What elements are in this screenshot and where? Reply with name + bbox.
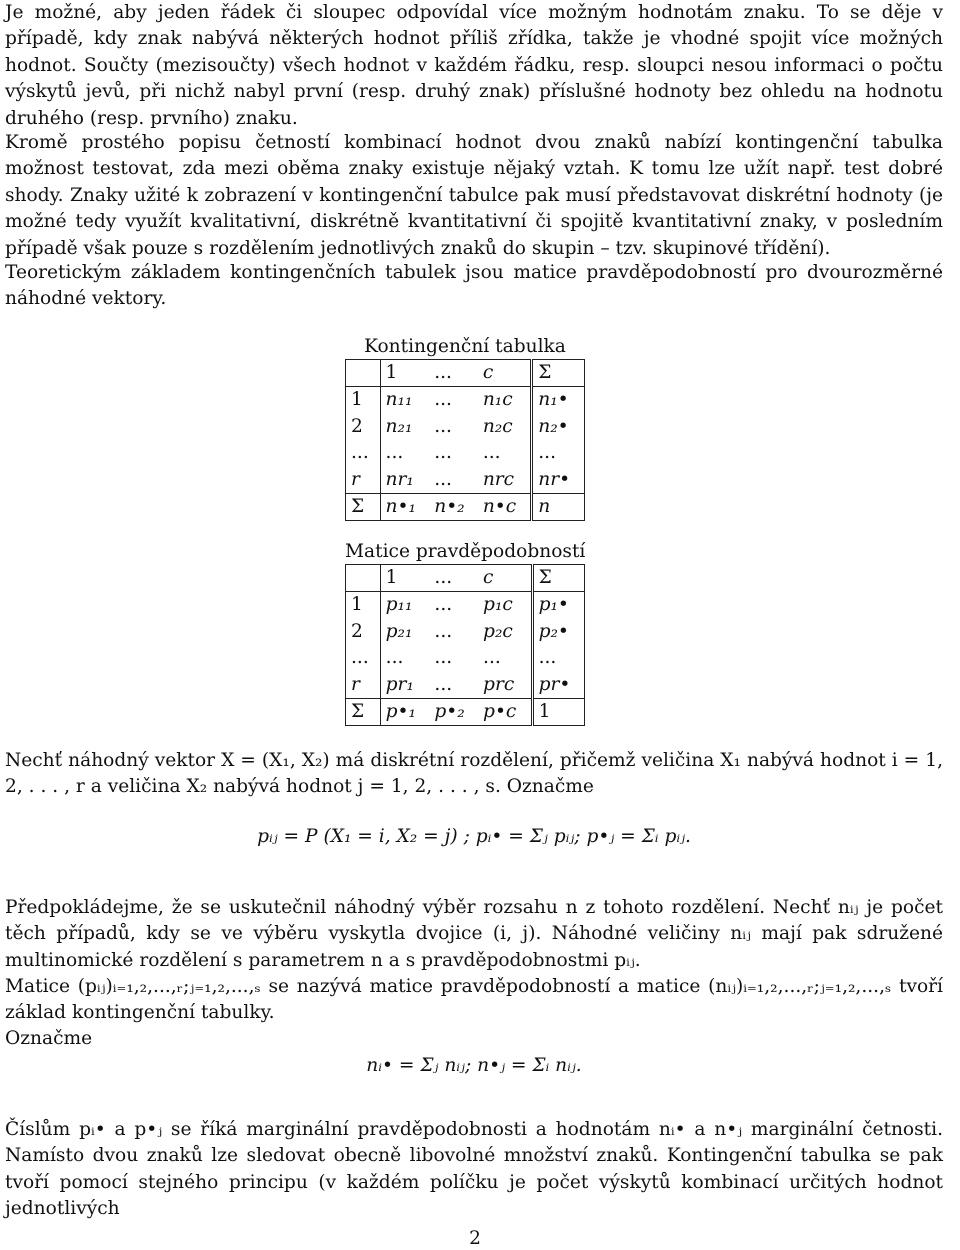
table-cell: ...	[483, 647, 501, 669]
table-cell: ...	[434, 415, 452, 437]
table-cell: c	[478, 360, 532, 387]
table-cell: n•c	[478, 494, 532, 521]
table-cell: n₁₁	[385, 389, 413, 411]
table-cell: Σ	[346, 699, 381, 726]
table-cell: n₂c	[482, 415, 513, 437]
paragraph-random-sample: Předpokládejme, že se uskutečnil náhodný výběr rozsahu n z tohoto rozdělení. Nechť nᵢⱼ je počet těch případů, kdy se ve výběru vyskytla dvojice (i, j). Náhodné veličiny nᵢⱼ mají pak sdružené multinomické rozdělení s parametrem n a s pravděpodobnostmi pᵢⱼ.	[5, 897, 943, 971]
table-cell: c	[478, 565, 532, 592]
table-row	[346, 645, 585, 671]
table-cell: r	[346, 467, 381, 494]
table-cell: ...	[482, 442, 501, 464]
table-cell: p•₂	[429, 699, 478, 726]
table-cell	[346, 565, 381, 592]
table-cell: pr•	[532, 672, 585, 699]
table-cell: ...	[532, 645, 585, 671]
table-cell: p₂•	[532, 619, 585, 645]
contingency-table-body	[346, 360, 585, 521]
paragraph-matrices: Matice (pᵢⱼ)ᵢ₌₁,₂,...,ᵣ;ⱼ₌₁,₂,...,ₛ se nazývá matice pravděpodobností a matice (nᵢⱼ)ᵢ₌₁,₂,...,ᵣ;ⱼ₌₁,₂,...,ₛ tvoří základ kontingenční tabulky.	[5, 976, 943, 1024]
formula-probabilities: pᵢⱼ = P (X₁ = i, X₂ = j) ; pᵢ• = Σⱼ pᵢⱼ; p•ⱼ = Σᵢ pᵢⱼ.	[257, 826, 691, 847]
table-cell: ...	[434, 620, 453, 642]
table-row	[346, 414, 585, 440]
table-row	[346, 592, 585, 619]
contingency-table	[345, 336, 585, 521]
formula-marginal-counts: nᵢ• = Σⱼ nᵢⱼ; n•ⱼ = Σᵢ nᵢⱼ.	[366, 1055, 582, 1076]
table-cell: r	[346, 672, 381, 699]
table-cell: n₂₁	[385, 415, 413, 437]
table-cell: ...	[434, 468, 452, 490]
table-cell: 1	[346, 387, 381, 414]
table-cell: 1	[346, 592, 381, 619]
table-row	[346, 565, 585, 592]
table-row	[346, 467, 585, 494]
table-cell: Σ	[532, 360, 585, 387]
table-cell: pr₁	[385, 673, 414, 695]
probability-matrix-body	[346, 565, 585, 726]
table-cell: 1	[532, 699, 585, 726]
table-cell: ...	[434, 673, 453, 695]
table-cell: nrc	[482, 468, 515, 490]
table-cell: p₁c	[483, 594, 513, 616]
paragraph-marginal-sums: Je možné, aby jeden řádek či sloupec odpovídal více možným hodnotám znaku. To se děje v případě, kdy znak nabývá některých hodnot příliš zřídka, takže je vhodné spojit více možných hodnot. Součty (mezisoučty) všech hodnot v každém řádku, resp. sloupci nesou informaci o počtu výskytů jevů, při nichž nabyl první (resp. druhý znak) příslušné hodnoty bez ohledu na hodnotu druhého (resp. prvního) znaku.	[5, 2, 943, 129]
table-cell: n₁•	[532, 387, 585, 414]
table-cell: 2	[346, 619, 381, 645]
table-cell: n₂•	[532, 414, 585, 440]
table-cell: p•c	[478, 699, 532, 726]
table-cell: ...	[434, 442, 452, 464]
table-cell: p₁₁	[385, 594, 413, 616]
table-cell: p₁•	[532, 592, 585, 619]
table-cell: p₂c	[483, 620, 513, 642]
table-cell: 1	[380, 360, 429, 387]
probability-matrix-caption: Matice pravděpodobností	[345, 541, 586, 562]
table-cell: n•₂	[429, 494, 478, 521]
table-cell: nr•	[532, 467, 585, 494]
contingency-table-caption: Kontingenční tabulka	[364, 336, 566, 357]
table-row	[346, 494, 585, 521]
table-row	[346, 387, 585, 414]
table-cell: nr₁	[385, 468, 414, 490]
table-row	[346, 672, 585, 699]
table-cell: ...	[346, 440, 381, 466]
table-cell	[346, 360, 381, 387]
table-cell: ...	[434, 594, 453, 616]
table-cell: n	[532, 494, 585, 521]
table-cell: ...	[385, 442, 404, 464]
probability-matrix-table	[345, 541, 585, 726]
table-cell: Σ	[346, 494, 381, 521]
table-cell: prc	[483, 673, 515, 695]
table-cell: 1	[380, 565, 429, 592]
table-cell: ...	[385, 647, 404, 669]
paragraph-theoretical-basis: Teoretickým základem kontingenčních tabulek jsou matice pravděpodobností pro dvourozměrné náhodné vektory.	[5, 262, 943, 310]
table-cell: n₁c	[482, 389, 513, 411]
table-cell: ...	[532, 440, 585, 466]
table-cell: ...	[434, 389, 452, 411]
table-cell: p₂₁	[385, 620, 413, 642]
table-row	[346, 619, 585, 645]
table-cell: ...	[429, 360, 478, 387]
table-row	[346, 440, 585, 466]
paragraph-denote: Označme	[5, 1028, 93, 1049]
page-number: 2	[469, 1228, 481, 1249]
table-cell: ...	[429, 565, 478, 592]
paragraph-marginal-definitions: Číslům pᵢ• a p•ⱼ se říká marginální pravděpodobnosti a hodnotám nᵢ• a n•ⱼ marginální četnosti. Namísto dvou znaků lze sledovat obecně libovolné množství znaků. Kontingenční tabulka se pak tvoří pomocí stejného principu (v každém políčku je počet výskytů kombinací určitých hodnot jednotlivých	[5, 1119, 943, 1220]
table-cell: n•₁	[380, 494, 429, 521]
table-cell: p•₁	[380, 699, 429, 726]
paragraph-contingency-testing: Kromě prostého popisu četností kombinací hodnot dvou znaků nabízí kontingenční tabulka možnost testovat, zda mezi oběma znaky existuje nějaký vztah. K tomu lze užít např. test dobré shody. Znaky užité k zobrazení v kontingenční tabulce pak musí představovat diskrétní hodnoty (je možné tedy využít kvalitativní, diskrétně kvantitativní či spojitě kvantitativní znaky, v posledním případě však pouze s rozdělením jednotlivých znaků do skupin – tzv. skupinové třídění).	[5, 132, 943, 259]
paragraph-random-vector: Nechť náhodný vektor X = (X₁, X₂) má diskrétní rozdělení, přičemž veličina X₁ nabývá hodnot i = 1, 2, . . . , r a veličina X₂ nabývá hodnot j = 1, 2, . . . , s. Označme	[5, 750, 943, 798]
table-row	[346, 699, 585, 726]
table-cell: Σ	[532, 565, 585, 592]
table-cell: ...	[434, 647, 453, 669]
table-row	[346, 360, 585, 387]
table-cell: 2	[346, 414, 381, 440]
table-cell: ...	[346, 645, 381, 671]
